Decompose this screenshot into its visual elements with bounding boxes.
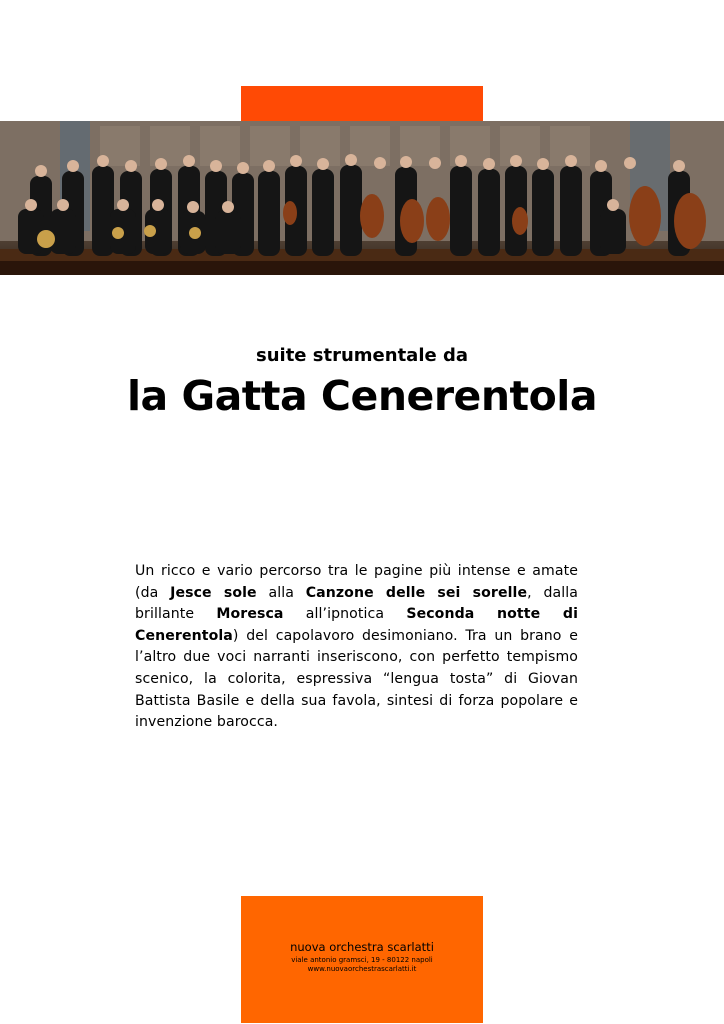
piece-title: Canzone delle sei sorelle <box>305 584 528 601</box>
page-title: la Gatta Cenerentola <box>126 372 598 420</box>
piece-title: Moresca <box>216 606 284 623</box>
description-paragraph <box>135 561 578 734</box>
piece-title: Seconda notte di Cenerentola <box>135 606 578 644</box>
piece-title: Jesce sole <box>170 584 257 601</box>
website: www.nuovaorchestrascarlatti.it <box>307 965 417 973</box>
footer-box <box>241 896 483 1023</box>
orchestra-photo <box>0 121 724 275</box>
text-segment: alla <box>256 584 306 601</box>
address: viale antonio gramsci, 19 - 80122 napoli <box>291 956 433 964</box>
top-orange-band <box>241 86 483 121</box>
subtitle: suite strumentale da <box>256 345 468 366</box>
text-segment: Un ricco e vario percorso tra le pagine più intense e amate (da <box>135 563 578 601</box>
text-segment: ) del capolavoro desimoniano. Tra un brano e l’altro due voci narranti inseriscono, con perfetto tempismo scenico, la colorita, espressiva “lengua tosta” di Giovan Battista Basile e della sua favola, sintesi di forza popolare e invenzione barocca. <box>135 627 578 731</box>
text-segment: , dalla brillante <box>135 584 578 623</box>
orchestra-name: nuova orchestra scarlatti <box>290 940 434 954</box>
text-segment: all’ipnotica <box>283 606 407 623</box>
